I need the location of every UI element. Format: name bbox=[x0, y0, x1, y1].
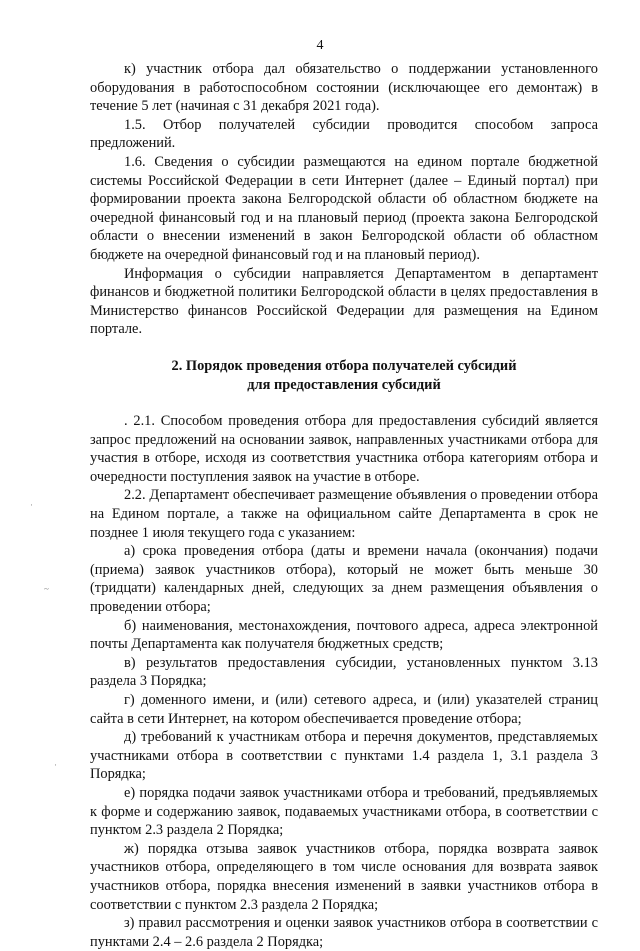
paragraph-info: Информация о субсидии направляется Департаментом в департамент финансов и бюджетной политики Белгородской области в целях предоставления в Министерство финансов Российской Федерации для размещения на Едином портале. bbox=[90, 265, 598, 338]
paragraph-b: б) наименования, местонахождения, почтового адреса, адреса электронной почты Департамента как получателя бюджетных средств; bbox=[90, 617, 598, 653]
scan-speck: · bbox=[54, 760, 57, 770]
section-title-line2: для предоставления субсидий bbox=[247, 376, 441, 393]
paragraph-k: к) участник отбора дал обязательство о поддержании установленного оборудования в работоспособном состоянии (исключающее его демонтаж) в течение 5 лет (начиная с 31 декабря 2021 года). bbox=[90, 61, 598, 115]
paragraph-2-1: . 2.1. Способом проведения отбора для предоставления субсидий является запрос предложений на основании заявок, направленных участниками отбора для участия в отборе, исходя из соответствия участника отбора категориям отбора и очередности поступления заявок на участие в отборе. bbox=[90, 413, 598, 485]
scan-speck: ~ bbox=[44, 584, 49, 594]
section-title bbox=[90, 357, 598, 394]
section-title-line1: 2. Порядок проведения отбора получателей субсидий bbox=[171, 357, 517, 374]
paragraph-1-5: 1.5. Отбор получателей субсидии проводится способом запроса предложений. bbox=[90, 116, 598, 152]
paragraph-zh: ж) порядка отзыва заявок участников отбора, порядка возврата заявок участников отбора, определяющего в том числе основания для возврата заявок участников отбора, порядка внесения изменений в заявки участников отбора в соответствии с пунктом 2.3 раздела 2 Порядка; bbox=[90, 840, 598, 913]
paragraph-1-6: 1.6. Сведения о субсидии размещаются на едином портале бюджетной системы Российской Федерации в сети Интернет (далее – Единый портал) при формировании проекта закона Белгородской области об областном бюджете на очередной финансовый год и на плановый период (проекта закона Белгородской области о внесении изменений в закон Белгородской области об областном бюджете на очередной финансовый год и на плановый период). bbox=[90, 153, 598, 263]
document-body bbox=[90, 60, 598, 951]
paragraph-v: в) результатов предоставления субсидии, установленных пунктом 3.13 раздела 3 Порядка; bbox=[90, 654, 598, 690]
paragraph-2-2: 2.2. Департамент обеспечивает размещение объявления о проведении отбора на Едином портале, а также на официальном сайте Департамента в срок не позднее 1 июля текущего года с указанием: bbox=[90, 487, 598, 541]
spacer bbox=[90, 394, 598, 412]
scan-speck: · bbox=[30, 500, 33, 510]
paragraph-a: а) срока проведения отбора (даты и времени начала (окончания) подачи (приема) заявок участников отбора), который не может быть меньше 30 (тридцати) календарных дней, следующих за днем размещения объявления о проведении отбора; bbox=[90, 543, 598, 616]
paragraph-g: г) доменного имени, и (или) сетевого адреса, и (или) указателей страниц сайта в сети Интернет, на котором обеспечивается проведение отбора; bbox=[90, 692, 598, 727]
spacer bbox=[90, 339, 598, 357]
page-number: 4 bbox=[316, 38, 324, 53]
paragraph-z: з) правил рассмотрения и оценки заявок участников отбора в соответствии с пунктами 2.4 – 2.6 раздела 2 Порядка; bbox=[90, 915, 598, 950]
paragraph-d: д) требований к участникам отбора и перечня документов, представляемых участниками отбора в соответствии с пунктами 1.4 раздела 1, 3.1 раздела 3 Порядка; bbox=[90, 729, 598, 783]
paragraph-e: е) порядка подачи заявок участниками отбора и требований, предъявляемых к форме и содержанию заявок, подаваемых участниками отбора, в соответствии с пунктом 2.3 раздела 2 Порядка; bbox=[90, 784, 598, 839]
